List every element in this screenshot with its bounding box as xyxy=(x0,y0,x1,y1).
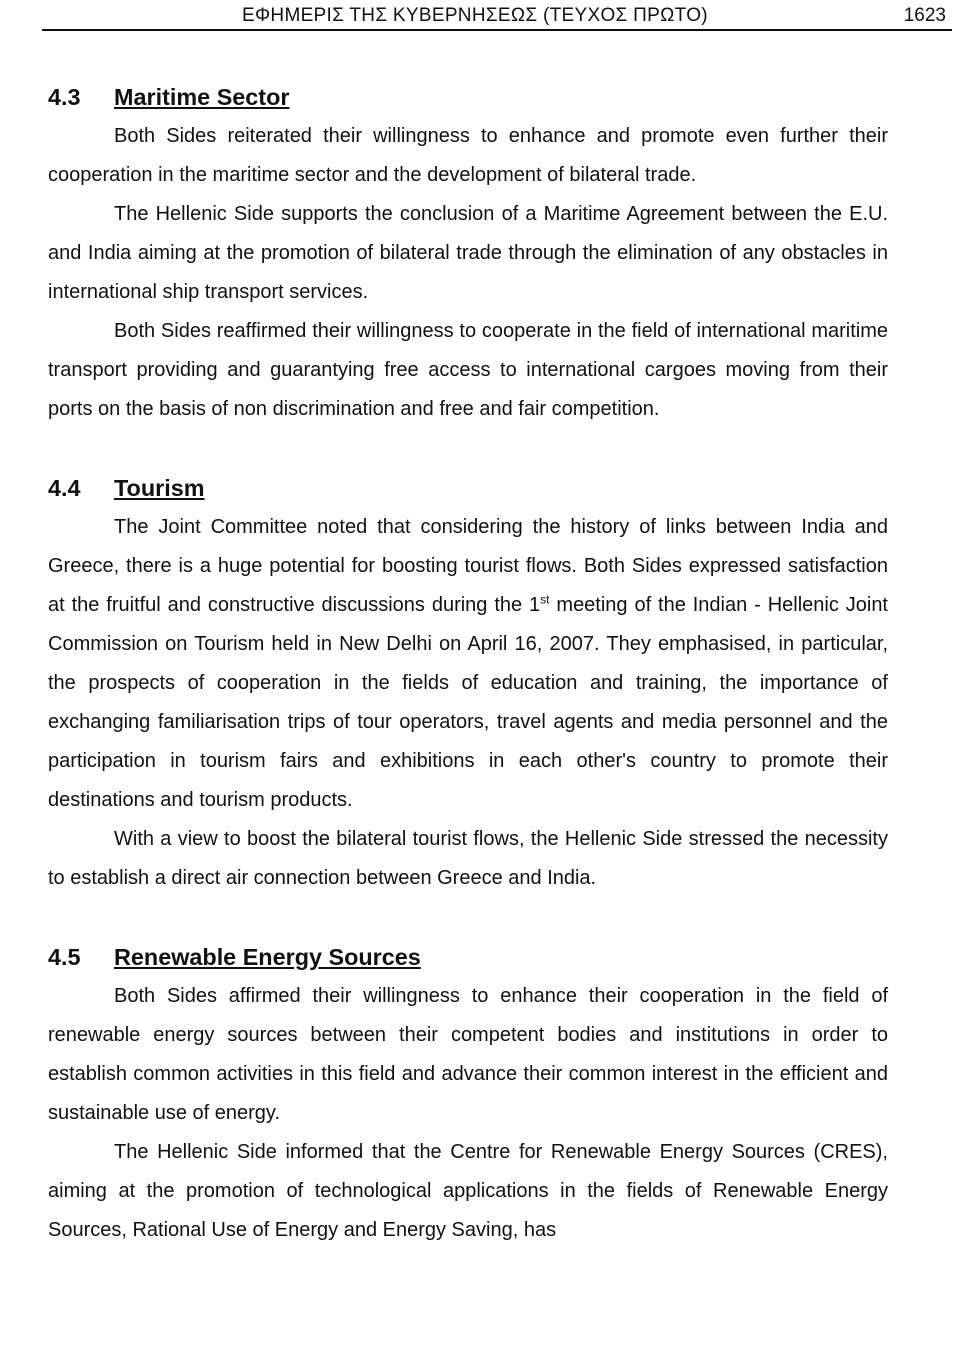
section-spacer xyxy=(48,898,888,938)
section-title: Tourism xyxy=(114,475,205,501)
ordinal-suffix: st xyxy=(540,592,550,607)
section-heading xyxy=(48,469,888,508)
gazette-title: ΕΦΗΜΕΡΙΣ ΤΗΣ ΚΥΒΕΡΝΗΣΕΩΣ (ΤΕΥΧΟΣ ΠΡΩΤΟ) xyxy=(242,5,708,26)
paragraph: The Hellenic Side informed that the Centre for Renewable Energy Sources (CRES), aiming at the promotion of technological applications in the fields of Renewable Energy Sources, Rational Use of Energy and Energy Saving, has xyxy=(48,1141,888,1241)
section-heading xyxy=(48,938,888,977)
section-number: 4.5 xyxy=(48,944,81,970)
paragraph xyxy=(48,508,888,820)
paragraph: Both Sides affirmed their willingness to enhance their cooperation in the field of renewable energy sources between their competent bodies and institutions in order to establish common activities in this field and advance their common interest in the efficient and sustainable use of energy. xyxy=(48,985,888,1124)
paragraph: Both Sides reiterated their willingness to enhance and promote even further their cooperation in the maritime sector and the development of bilateral trade. xyxy=(48,125,888,186)
section-title: Maritime Sector xyxy=(114,84,290,110)
section-tourism xyxy=(48,469,888,898)
section-heading xyxy=(48,78,888,117)
page-number: 1623 xyxy=(903,5,946,26)
section-renewable xyxy=(48,938,888,1250)
paragraph-text: The Joint Committee noted that considering the history of links between India and Greece, there is a huge potential for boosting tourist flows. Both Sides expressed satisfaction at the fruitful and constructive discussions during the 1 xyxy=(48,516,888,616)
paragraph: Both Sides reaffirmed their willingness to cooperate in the field of international maritime transport providing and guarantying free access to international cargoes moving from their ports on the basis of non discrimination and free and fair competition. xyxy=(48,320,888,420)
paragraph-text: meeting of the Indian - Hellenic Joint Commission on Tourism held in New Delhi on April 16, 2007. They emphasised, in particular, the prospects of cooperation in the fields of education and training, the importance of exchanging familiarisation trips of tour operators, travel agents and media personnel and the participation in tourism fairs and exhibitions in each other's country to promote their destinations and tourism products. xyxy=(48,594,888,811)
paragraph: The Hellenic Side supports the conclusion of a Maritime Agreement between the E.U. and India aiming at the promotion of bilateral trade through the elimination of any obstacles in international ship transport services. xyxy=(48,203,888,303)
section-number: 4.4 xyxy=(48,475,81,501)
section-maritime xyxy=(48,78,888,429)
running-header xyxy=(42,3,952,31)
section-number: 4.3 xyxy=(48,84,81,110)
section-spacer xyxy=(48,429,888,469)
paragraph: With a view to boost the bilateral tourist flows, the Hellenic Side stressed the necessity to establish a direct air connection between Greece and India. xyxy=(48,828,888,889)
document-body xyxy=(48,78,888,1250)
section-title: Renewable Energy Sources xyxy=(114,944,421,970)
